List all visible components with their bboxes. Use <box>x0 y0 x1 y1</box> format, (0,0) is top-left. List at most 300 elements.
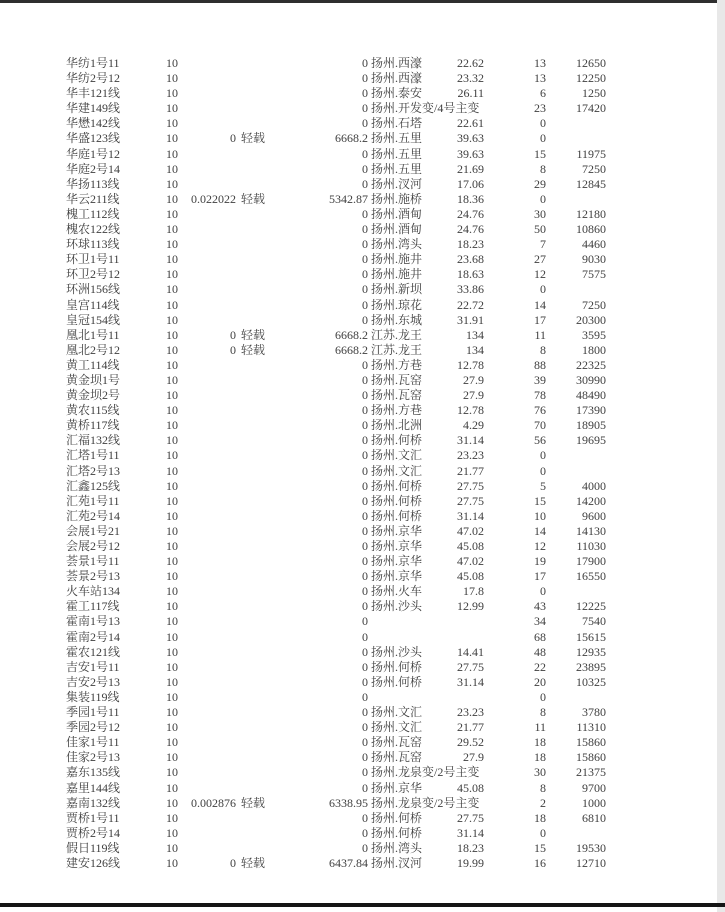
cell-capacity: 14200 <box>576 493 606 508</box>
cell-capacity: 9030 <box>582 252 606 267</box>
cell-station: 扬州.京华 <box>371 780 423 795</box>
cell-station: 扬州.火车 <box>371 584 423 599</box>
cell-capacity: 18905 <box>576 418 606 433</box>
table-row <box>0 71 717 86</box>
cell-voltage-kv: 10 <box>166 71 178 86</box>
cell-station: 扬州.何桥 <box>371 478 423 493</box>
cell-value: 0 <box>362 252 368 267</box>
cell-voltage-kv: 10 <box>166 146 178 161</box>
cell-ratio <box>158 464 236 479</box>
cell-capacity: 11975 <box>576 146 606 161</box>
table-row <box>0 735 717 750</box>
cell-load-flag <box>241 509 277 524</box>
table-row <box>0 373 717 388</box>
cell-count: 48 <box>534 644 546 659</box>
cell-line-name: 建安126线 <box>66 855 121 870</box>
cell-capacity: 7575 <box>582 267 606 282</box>
table-row <box>0 116 717 131</box>
cell-line-name: 霍工117线 <box>66 599 120 614</box>
cell-value: 0 <box>362 780 368 795</box>
cell-value: 5342.87 <box>329 191 368 206</box>
cell-load-percent: 17.8 <box>463 584 484 599</box>
cell-ratio <box>158 750 236 765</box>
cell-load-percent: 23.23 <box>457 705 484 720</box>
right-edge-strip <box>717 0 725 912</box>
cell-ratio <box>158 222 236 237</box>
cell-voltage-kv: 10 <box>166 161 178 176</box>
cell-count: 2 <box>540 795 546 810</box>
cell-count: 17 <box>534 312 546 327</box>
cell-count: 56 <box>534 433 546 448</box>
table-row <box>0 388 717 403</box>
cell-station: 扬州.湾头 <box>371 840 423 855</box>
table-row <box>0 811 717 826</box>
cell-value: 0 <box>362 403 368 418</box>
cell-load-percent: 27.75 <box>457 659 484 674</box>
cell-value: 0 <box>362 433 368 448</box>
cell-ratio <box>158 116 236 131</box>
table-row <box>0 358 717 373</box>
cell-line-name: 黄金坝2号 <box>66 388 121 403</box>
cell-line-name: 汇鑫125线 <box>66 478 121 493</box>
cell-load-percent: 33.86 <box>457 282 484 297</box>
cell-load-flag <box>241 373 277 388</box>
cell-load-percent <box>408 796 484 811</box>
cell-count: 70 <box>534 418 546 433</box>
cell-station: 扬州.酒甸 <box>371 222 423 237</box>
cell-value: 0 <box>362 237 368 252</box>
cell-line-name: 吉安1号11 <box>66 659 120 674</box>
cell-voltage-kv: 10 <box>166 357 178 372</box>
cell-station: 扬州.何桥 <box>371 493 423 508</box>
cell-line-name: 华盛123线 <box>66 131 121 146</box>
table-row <box>0 237 717 252</box>
cell-line-name: 黄工114线 <box>66 357 120 372</box>
table-row <box>0 765 717 780</box>
cell-load-flag <box>241 222 277 237</box>
cell-load-flag: 轻载 <box>241 191 266 206</box>
cell-voltage-kv: 10 <box>166 674 178 689</box>
cell-ratio <box>158 765 236 780</box>
cell-load-flag <box>241 584 277 599</box>
table-row <box>0 826 717 841</box>
cell-count: 34 <box>534 614 546 629</box>
cell-load-percent <box>408 101 484 116</box>
cell-capacity: 11310 <box>576 720 606 735</box>
cell-ratio <box>158 252 236 267</box>
cell-capacity <box>530 131 606 146</box>
cell-station: 扬州.文汇 <box>371 705 423 720</box>
cell-capacity: 12250 <box>576 71 606 86</box>
cell-load-flag <box>241 418 277 433</box>
cell-capacity <box>530 448 606 463</box>
cell-count: 30 <box>534 206 546 221</box>
cell-station: 扬州.五里 <box>371 131 423 146</box>
cell-voltage-kv: 10 <box>166 855 178 870</box>
cell-load-flag <box>241 433 277 448</box>
cell-capacity: 12225 <box>576 599 606 614</box>
cell-load-flag <box>241 86 277 101</box>
cell-line-name: 华懋142线 <box>66 116 121 131</box>
cell-load-percent: 18.63 <box>457 267 484 282</box>
cell-ratio <box>158 705 236 720</box>
cell-station: 扬州.方巷 <box>371 357 423 372</box>
cell-capacity: 3780 <box>582 705 606 720</box>
cell-ratio: 0 <box>230 342 236 357</box>
cell-ratio <box>158 101 236 116</box>
cell-ratio <box>158 645 236 660</box>
cell-load-percent: 21.69 <box>457 161 484 176</box>
cell-ratio <box>158 675 236 690</box>
cell-station: 扬州.瓦窑 <box>371 388 423 403</box>
cell-line-name: 吉安2号13 <box>66 674 121 689</box>
cell-station: 扬州.新坝 <box>371 282 423 297</box>
cell-load-percent: 17.06 <box>457 176 484 191</box>
cell-line-name: 黄农115线 <box>66 403 120 418</box>
table-row <box>0 56 717 71</box>
cell-count: 14 <box>534 297 546 312</box>
cell-line-name: 华纺1号11 <box>66 56 120 70</box>
cell-ratio <box>158 509 236 524</box>
cell-load-flag <box>241 599 277 614</box>
cell-capacity <box>530 690 606 705</box>
cell-capacity: 48490 <box>576 388 606 403</box>
cell-load-percent <box>408 614 484 629</box>
cell-line-name: 环球113线 <box>66 237 120 252</box>
cell-count: 13 <box>534 71 546 86</box>
cell-value: 0 <box>362 297 368 312</box>
cell-capacity: 1250 <box>582 86 606 101</box>
cell-voltage-kv: 10 <box>166 614 178 629</box>
cell-load-flag: 轻载 <box>241 342 266 357</box>
cell-value: 0 <box>362 629 368 644</box>
cell-capacity: 12845 <box>576 176 606 191</box>
cell-voltage-kv: 10 <box>166 418 178 433</box>
cell-capacity: 10325 <box>576 674 606 689</box>
cell-load-percent: 18.23 <box>457 840 484 855</box>
cell-voltage-kv: 10 <box>166 750 178 765</box>
cell-capacity: 14130 <box>576 523 606 538</box>
cell-load-flag <box>241 660 277 675</box>
cell-count: 18 <box>534 750 546 765</box>
cell-line-name: 贾桥2号14 <box>66 825 121 840</box>
cell-voltage-kv: 10 <box>166 252 178 267</box>
cell-ratio <box>158 841 236 856</box>
cell-value: 0 <box>362 735 368 750</box>
cell-load-flag <box>241 313 277 328</box>
table-row <box>0 267 717 282</box>
cell-voltage-kv: 10 <box>166 403 178 418</box>
top-border <box>0 0 725 3</box>
cell-station: 扬州.西濠 <box>371 56 423 70</box>
cell-voltage-kv: 10 <box>166 388 178 403</box>
cell-value: 0 <box>362 750 368 765</box>
cell-voltage-kv: 10 <box>166 508 178 523</box>
cell-line-name: 汇苑1号11 <box>66 493 120 508</box>
cell-capacity: 23895 <box>576 659 606 674</box>
table-row <box>0 841 717 856</box>
cell-line-name: 凰北1号11 <box>66 327 120 342</box>
cell-capacity: 17900 <box>576 554 606 569</box>
cell-ratio: 0.002876 <box>191 795 236 810</box>
cell-voltage-kv: 10 <box>166 101 178 116</box>
cell-load-flag <box>241 162 277 177</box>
cell-load-percent: 27.9 <box>463 750 484 765</box>
cell-voltage-kv: 10 <box>166 342 178 357</box>
cell-ratio <box>158 313 236 328</box>
cell-station: 扬州.瓦窑 <box>371 372 423 387</box>
bottom-border <box>0 903 725 907</box>
cell-load-flag <box>241 539 277 554</box>
cell-capacity <box>530 826 606 841</box>
cell-value: 6437.84 <box>329 855 368 870</box>
cell-capacity: 17420 <box>576 101 606 116</box>
cell-capacity: 12180 <box>576 206 606 221</box>
cell-load-flag <box>241 147 277 162</box>
cell-count: 17 <box>534 569 546 584</box>
cell-count: 68 <box>534 629 546 644</box>
cell-load-flag <box>241 750 277 765</box>
table-row <box>0 222 717 237</box>
cell-load-percent: 31.14 <box>457 433 484 448</box>
cell-load-percent: 29.52 <box>457 735 484 750</box>
cell-voltage-kv: 10 <box>166 720 178 735</box>
cell-voltage-kv: 10 <box>166 810 178 825</box>
cell-voltage-kv: 10 <box>166 267 178 282</box>
cell-load-percent: 22.72 <box>457 297 484 312</box>
table-row <box>0 569 717 584</box>
cell-count: 11 <box>534 327 546 342</box>
cell-capacity: 6810 <box>582 810 606 825</box>
cell-count: 78 <box>534 388 546 403</box>
cell-ratio <box>158 448 236 463</box>
cell-voltage-kv: 10 <box>166 327 178 342</box>
cell-load-percent: 45.08 <box>457 569 484 584</box>
table-row <box>0 313 717 328</box>
cell-line-name: 环卫2号12 <box>66 267 121 282</box>
cell-load-flag: 轻载 <box>241 855 266 870</box>
cell-value: 0 <box>362 493 368 508</box>
cell-count: 39 <box>534 372 546 387</box>
cell-ratio <box>158 554 236 569</box>
cell-load-percent: 4.29 <box>463 418 484 433</box>
cell-load-flag <box>241 705 277 720</box>
cell-value: 0 <box>362 56 368 70</box>
cell-line-name: 集装119线 <box>66 689 120 704</box>
cell-count: 8 <box>540 705 546 720</box>
cell-line-name: 华丰121线 <box>66 86 121 101</box>
cell-count: 6 <box>540 86 546 101</box>
cell-station: 扬州.何桥 <box>371 508 423 523</box>
cell-count: 0 <box>540 584 546 599</box>
cell-value: 0 <box>362 825 368 840</box>
cell-load-percent: 22.61 <box>457 116 484 131</box>
cell-load-flag <box>241 267 277 282</box>
cell-value: 0 <box>362 357 368 372</box>
cell-load-percent: 23.68 <box>457 252 484 267</box>
cell-station: 扬州.沙头 <box>371 599 423 614</box>
cell-load-flag <box>241 71 277 86</box>
cell-count: 88 <box>534 357 546 372</box>
cell-line-name: 华建149线 <box>66 101 121 116</box>
cell-load-percent: 31.14 <box>457 508 484 523</box>
cell-line-name: 环洲156线 <box>66 282 121 297</box>
cell-value: 6338.95 <box>329 795 368 810</box>
cell-line-name: 假日119线 <box>66 840 120 855</box>
cell-count: 12 <box>534 267 546 282</box>
table-row <box>0 131 717 146</box>
cell-voltage-kv: 10 <box>166 705 178 720</box>
cell-station: 扬州.京华 <box>371 523 423 538</box>
cell-line-name: 皇宫114线 <box>66 297 120 312</box>
cell-voltage-kv: 10 <box>166 629 178 644</box>
cell-count: 23 <box>534 101 546 116</box>
cell-ratio <box>158 494 236 509</box>
table-row <box>0 192 717 207</box>
table-row <box>0 781 717 796</box>
cell-value: 0 <box>362 508 368 523</box>
table-row <box>0 524 717 539</box>
cell-count: 13 <box>534 56 546 70</box>
cell-station: 扬州.开发变/4号主变 <box>371 101 480 116</box>
cell-load-percent: 31.14 <box>457 674 484 689</box>
cell-capacity: 7250 <box>582 297 606 312</box>
cell-load-flag <box>241 403 277 418</box>
cell-load-flag <box>241 735 277 750</box>
cell-station: 江苏.龙王 <box>371 342 423 357</box>
cell-count: 11 <box>534 720 546 735</box>
cell-capacity: 12710 <box>576 855 606 870</box>
cell-load-percent: 12.78 <box>457 357 484 372</box>
cell-ratio <box>158 373 236 388</box>
cell-load-flag <box>241 645 277 660</box>
cell-line-name: 汇塔2号13 <box>66 463 121 478</box>
cell-load-flag: 轻载 <box>241 795 266 810</box>
cell-load-percent: 21.77 <box>457 463 484 478</box>
table-row <box>0 86 717 101</box>
cell-count: 15 <box>534 146 546 161</box>
cell-load-flag <box>241 56 277 71</box>
cell-station: 扬州.何桥 <box>371 659 423 674</box>
cell-value: 0 <box>362 282 368 297</box>
cell-voltage-kv: 10 <box>166 689 178 704</box>
cell-load-percent: 21.77 <box>457 720 484 735</box>
cell-value: 0 <box>362 599 368 614</box>
cell-value: 6668.2 <box>335 327 368 342</box>
table-row <box>0 614 717 629</box>
cell-load-percent: 27.75 <box>457 493 484 508</box>
cell-value: 0 <box>362 388 368 403</box>
cell-value: 0 <box>362 146 368 161</box>
table-row <box>0 645 717 660</box>
cell-ratio <box>158 56 236 71</box>
table-row <box>0 464 717 479</box>
cell-voltage-kv: 10 <box>166 237 178 252</box>
cell-ratio <box>158 433 236 448</box>
cell-load-flag <box>241 554 277 569</box>
cell-station: 扬州.瓦窑 <box>371 750 423 765</box>
cell-load-percent: 12.99 <box>457 599 484 614</box>
cell-voltage-kv: 10 <box>166 206 178 221</box>
cell-station: 扬州.酒甸 <box>371 206 423 221</box>
cell-load-percent: 27.9 <box>463 388 484 403</box>
cell-ratio: 0 <box>230 855 236 870</box>
cell-capacity: 17390 <box>576 403 606 418</box>
cell-load-flag <box>241 811 277 826</box>
table-row <box>0 101 717 116</box>
table-row <box>0 554 717 569</box>
cell-capacity: 1000 <box>582 795 606 810</box>
cell-voltage-kv: 10 <box>166 463 178 478</box>
cell-value: 0 <box>362 206 368 221</box>
cell-station: 扬州.何桥 <box>371 674 423 689</box>
cell-line-name: 嘉东135线 <box>66 765 121 780</box>
cell-voltage-kv: 10 <box>166 191 178 206</box>
cell-voltage-kv: 10 <box>166 780 178 795</box>
cell-line-name: 佳家1号11 <box>66 735 120 750</box>
cell-ratio <box>158 267 236 282</box>
cell-ratio <box>158 162 236 177</box>
cell-load-percent: 31.91 <box>457 312 484 327</box>
table-row <box>0 298 717 313</box>
cell-load-percent: 23.32 <box>457 71 484 86</box>
cell-count: 0 <box>540 448 546 463</box>
cell-count: 50 <box>534 222 546 237</box>
table-row <box>0 207 717 222</box>
cell-value: 0 <box>362 116 368 131</box>
cell-ratio <box>158 358 236 373</box>
cell-count: 16 <box>534 855 546 870</box>
cell-count: 0 <box>540 463 546 478</box>
cell-ratio: 0 <box>230 327 236 342</box>
cell-value: 0 <box>362 614 368 629</box>
table-row <box>0 403 717 418</box>
cell-station: 扬州.西濠 <box>371 71 423 86</box>
cell-line-name: 凰北2号12 <box>66 342 121 357</box>
cell-load-flag <box>241 826 277 841</box>
cell-load-percent: 12.78 <box>457 403 484 418</box>
cell-voltage-kv: 10 <box>166 569 178 584</box>
cell-value: 0 <box>362 86 368 101</box>
table-row <box>0 252 717 267</box>
cell-load-percent: 134 <box>466 342 484 357</box>
cell-voltage-kv: 10 <box>166 659 178 674</box>
table-row <box>0 328 717 343</box>
cell-load-flag: 轻载 <box>241 131 266 146</box>
cell-capacity <box>530 584 606 599</box>
cell-voltage-kv: 10 <box>166 735 178 750</box>
cell-voltage-kv: 10 <box>166 539 178 553</box>
cell-station: 扬州.文汇 <box>371 448 423 463</box>
cell-capacity: 3595 <box>582 327 606 342</box>
table-row <box>0 494 717 509</box>
cell-line-name: 华庭2号14 <box>66 161 121 176</box>
table-row <box>0 162 717 177</box>
cell-load-percent: 24.76 <box>457 222 484 237</box>
cell-load-flag <box>241 524 277 539</box>
cell-line-name: 槐农122线 <box>66 222 121 237</box>
cell-value: 0 <box>362 569 368 584</box>
cell-load-percent: 26.11 <box>457 86 484 101</box>
cell-line-name: 华庭1号12 <box>66 146 121 161</box>
cell-station: 扬州.琼花 <box>371 297 423 312</box>
cell-load-flag <box>241 841 277 856</box>
cell-voltage-kv: 10 <box>166 795 178 810</box>
cell-capacity: 12935 <box>576 644 606 659</box>
cell-count: 7 <box>540 237 546 252</box>
cell-count: 22 <box>534 659 546 674</box>
cell-line-name: 华纺2号12 <box>66 71 121 86</box>
